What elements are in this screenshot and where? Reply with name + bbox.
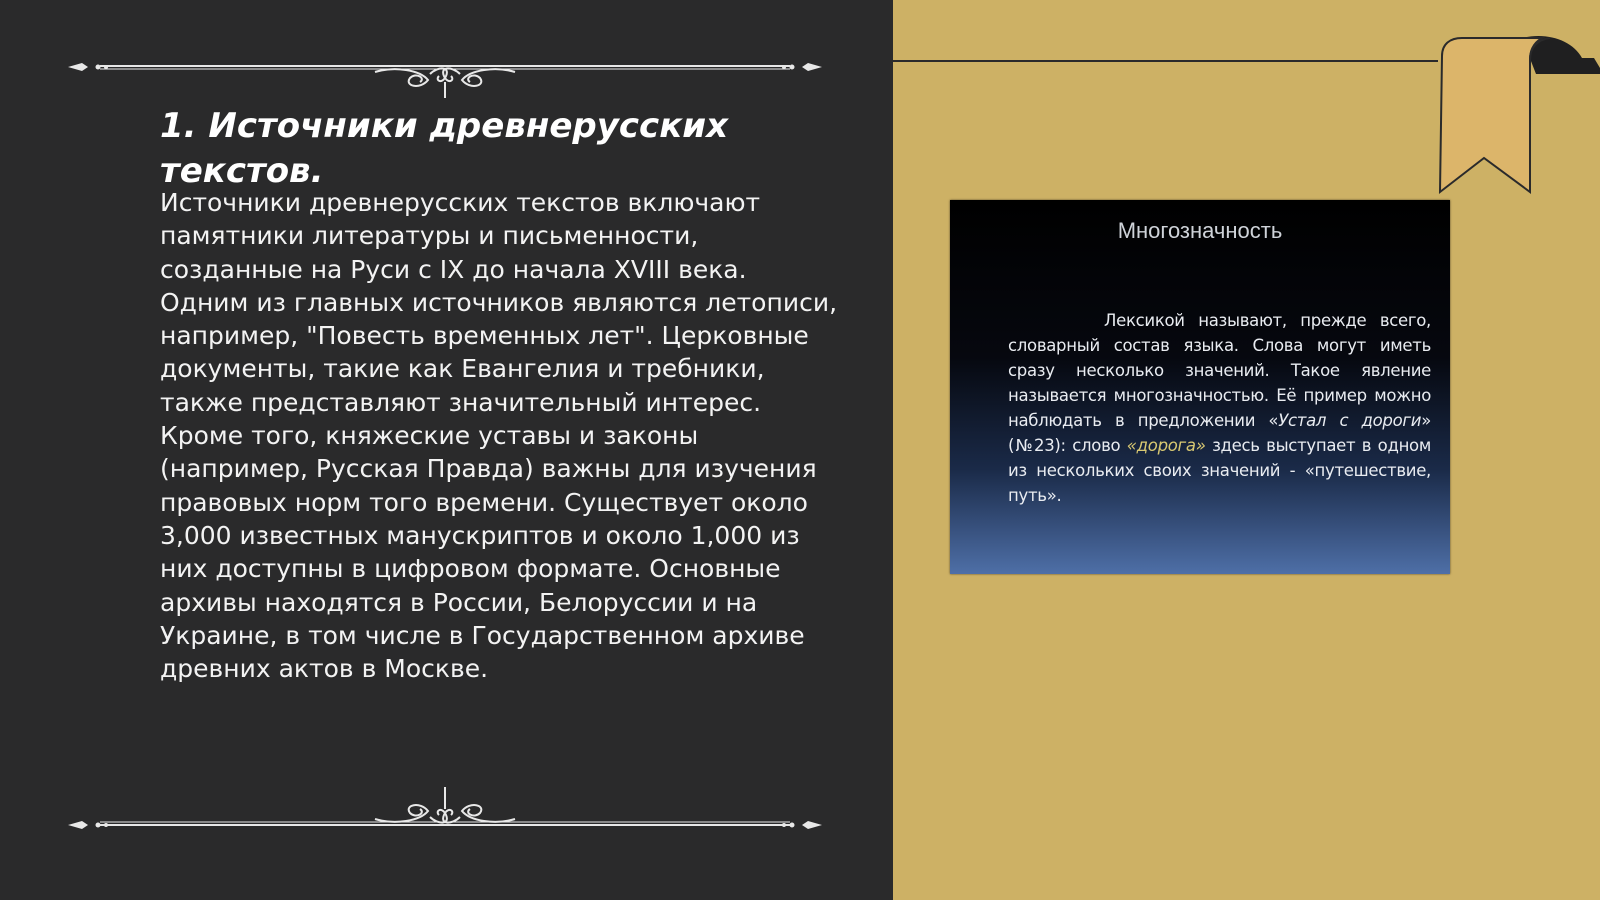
bottom-ornament-icon (60, 775, 830, 835)
slide-example-sentence: Устал с дороги (1278, 411, 1422, 430)
bookmark-ribbon-icon (1432, 34, 1600, 199)
top-ornament-icon (60, 42, 830, 102)
embedded-slide-image (950, 200, 1450, 574)
slide-text-part: » (№23): слово (1008, 411, 1431, 455)
right-divider-line (893, 60, 1438, 62)
page-title: 1. Источники древнерусских текстов. (160, 106, 729, 191)
slide-highlight-word: «дорога» (1126, 436, 1206, 455)
slide-title: Многозначность (1117, 218, 1283, 243)
slide-text-part: Лексикой называют, прежде всего, словарный состав языка. Слова могут иметь сразу несколько значений. Такое явление называется многозначностью. Её пример можно наблюдать в предложении « (1008, 311, 1431, 430)
body-paragraph: Источники древнерусских текстов включают памятники литературы и письменности, созданные на Руси с IX до начала XVIII века. Одним из главных источников являются летописи, например, "Повесть временных лет". Церковные документы, такие как Евангелия и требники, также представляют значительный интерес. Кроме того, княжеские уставы и законы (например, Русская Правда) важны для изучения правовых норм того времени. Существует около 3,000 известных манускриптов и около 1,000 из них доступны в цифровом формате. Основные архивы находятся в России, Белоруссии и на Украине, в том числе в Государственном архиве древних актов в Москве. (160, 188, 838, 684)
slide-text-part: здесь выступает в одном из нескольких своих значений - «путешествие, путь». (1008, 436, 1431, 505)
slide-paragraph (1008, 308, 1431, 508)
